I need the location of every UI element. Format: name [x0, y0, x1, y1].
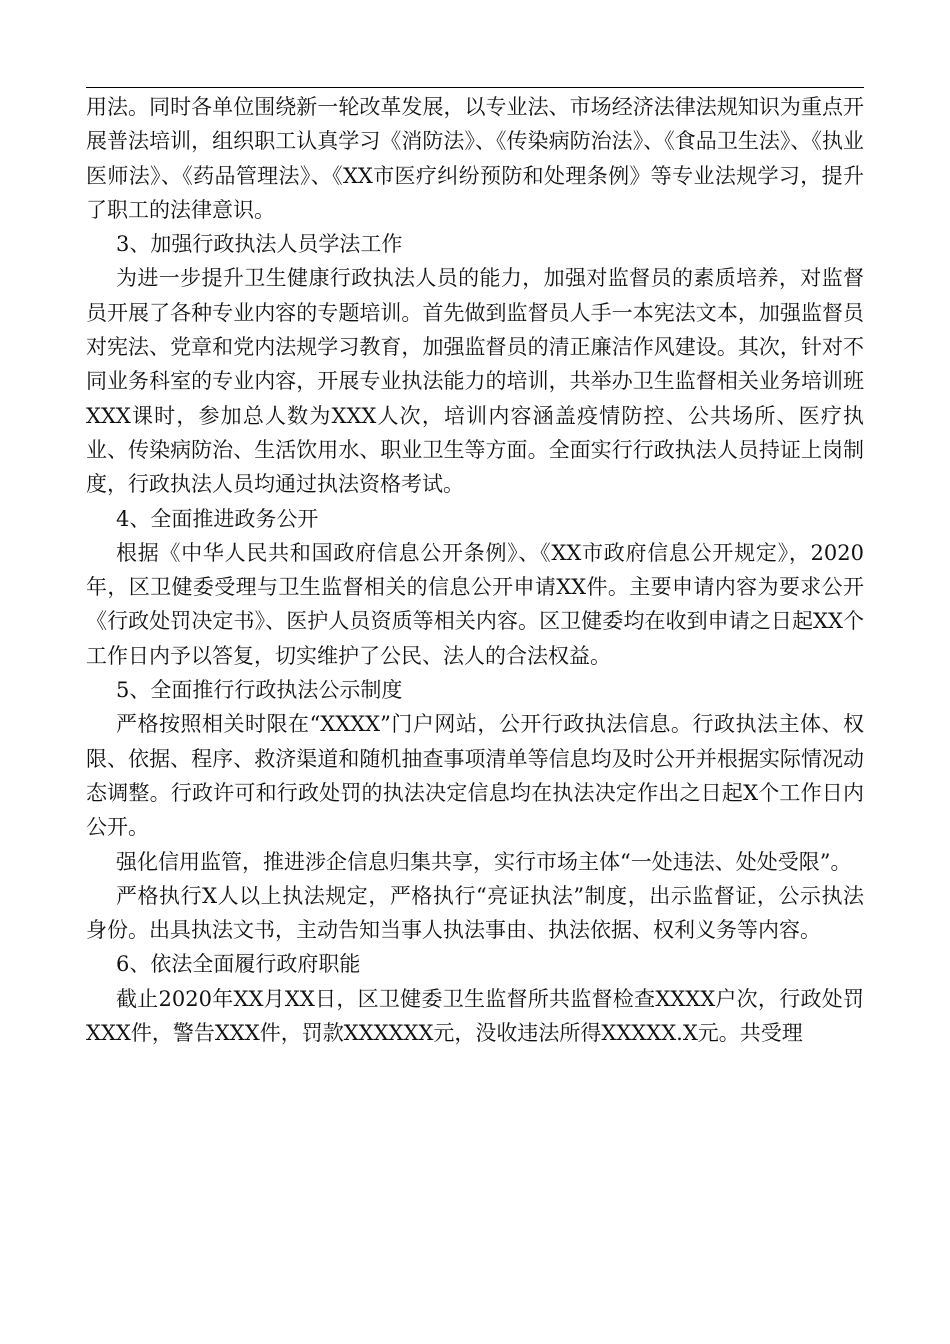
section-heading-5: 5、全面推行行政执法公示制度: [116, 678, 403, 703]
section-heading-4: 4、全面推进政务公开: [116, 506, 319, 531]
paragraph: 截止2020年XX月XX日，区卫健委卫生监督所共监督检查XXXX户次，行政处罚XXX件，警告XXX件，罚款XXXXXX元，没收违法所得XXXXX.X元。共受理: [86, 986, 864, 1046]
paragraph: 用法。同时各单位围绕新一轮改革发展，以专业法、市场经济法律法规知识为重点开展普法培训，组织职工认真学习《消防法》、《传染病防治法》、《食品卫生法》、《执业医师法》、《药品管理法》、《XX市医疗纠纷预防和处理条例》等专业法规学习，提升了职工的法律意识。: [86, 95, 864, 222]
document-body: [86, 90, 864, 1050]
header-rule: [86, 87, 864, 88]
section-heading-3: 3、加强行政执法人员学法工作: [116, 232, 403, 257]
paragraph: 严格执行X人以上执法规定，严格执行“亮证执法”制度，出示监督证，公示执法身份。出具执法文书，主动告知当事人执法事由、执法依据、权利义务等内容。: [86, 883, 864, 943]
section-heading-6: 6、依法全面履行政府职能: [116, 952, 361, 977]
paragraph: 强化信用监管，推进涉企信息归集共享，实行市场主体“一处违法、处处受限”。: [116, 849, 852, 874]
paragraph: 严格按照相关时限在“XXXX”门户网站，公开行政执法信息。行政执法主体、权限、依据、程序、救济渠道和随机抽查事项清单等信息均及时公开并根据实际情况动态调整。行政许可和行政处罚的执法决定信息均在执法决定作出之日起X个工作日内公开。: [86, 712, 864, 840]
paragraph: 为进一步提升卫生健康行政执法人员的能力，加强对监督员的素质培养，对监督员开展了各种专业内容的专题培训。首先做到监督员人手一本宪法文本，加强监督员对宪法、党章和党内法规学习教育，加强监督员的清正廉洁作风建设。其次，针对不同业务科室的专业内容，开展专业执法能力的培训，共举办卫生监督相关业务培训班XXX课时，参加总人数为XXX人次，培训内容涵盖疫情防控、公共场所、医疗执业、传染病防治、生活饮用水、职业卫生等方面。全面实行行政执法人员持证上岗制度，行政执法人员均通过执法资格考试。: [86, 266, 864, 497]
paragraph: 根据《中华人民共和国政府信息公开条例》、《XX市政府信息公开规定》，2020年，区卫健委受理与卫生监督相关的信息公开申请XX件。主要申请内容为要求公开《行政处罚决定书》、医护人员资质等相关内容。区卫健委均在收到申请之日起XX个工作日内予以答复，切实维护了公民、法人的合法权益。: [86, 540, 864, 668]
